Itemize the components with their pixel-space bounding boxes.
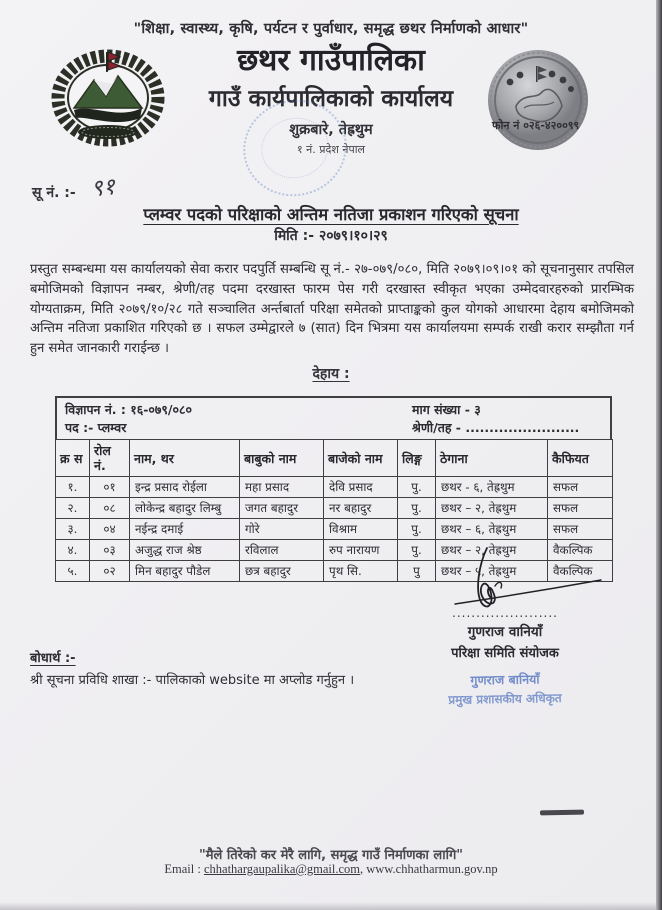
address-cell: छथर – ५, तेह्रथुम: [436, 561, 548, 582]
serial-cell: ४.: [56, 540, 90, 561]
demand-count: माग संख्या - ३: [412, 402, 481, 417]
roll-cell: ०३: [90, 540, 130, 561]
column-header: रोल नं.: [90, 440, 130, 477]
father-name-cell: रविलाल: [240, 540, 324, 561]
cc-label: बोधार्थ :-: [30, 651, 76, 666]
table-header-row: [56, 440, 613, 477]
grandfather-name-cell: विश्राम: [324, 519, 398, 540]
cc-line: श्री सूचना प्रविधि शाखा :- पालिकाको website मा अप्लोड गर्नुहुन ।: [30, 673, 355, 688]
remarks-cell: सफल: [548, 477, 613, 498]
cc-section: [30, 648, 450, 688]
email-label: Email :: [164, 862, 204, 876]
name-cell: अजुद्ध राज श्रेष्ठ: [130, 540, 240, 561]
signature-scribble-icon: [435, 546, 605, 616]
roll-cell: ०८: [90, 498, 130, 519]
address-cell: छथर – २, तेह्रथुम: [436, 498, 548, 519]
signatory-role: परिक्षा समिति संयोजक: [451, 646, 559, 661]
table-row: [56, 498, 613, 519]
reference-label: सू नं. :-: [32, 185, 76, 201]
email-address: chhathargaupalika@gmail.com: [203, 862, 360, 876]
scan-edge-artifact: [656, 0, 662, 910]
level-line: श्रेणी/तह - ........................: [412, 420, 580, 436]
father-name-cell: छत्र बहादुर: [240, 561, 324, 582]
serial-cell: ३.: [56, 519, 90, 540]
grandfather-name-cell: रुप नारायण: [324, 540, 398, 561]
name-cell: मिन बहादुर पौडेल: [130, 561, 240, 582]
grandfather-name-cell: नर बहादुर: [324, 498, 398, 519]
column-header: बाबुको नाम: [240, 440, 324, 477]
office-location: शुक्रबारे, तेह्रथुम: [289, 122, 373, 138]
gender-cell: पु.: [398, 498, 436, 519]
remarks-cell: वैकल्पिक: [548, 540, 613, 561]
roll-cell: ०४: [90, 519, 130, 540]
serial-cell: १.: [56, 477, 90, 498]
dehaya-heading: देहाय :: [312, 366, 350, 382]
advertisement-number: विज्ञापन नं. : १६-०७९/०८०: [65, 402, 192, 417]
blue-stamp-role: प्रमुख प्रशासकीय अधिकृत: [448, 691, 562, 707]
address-cell: छथर – २, तेह्रथुम: [436, 540, 548, 561]
scan-ink-smudge: [540, 810, 584, 816]
blue-stamp-name: गुणराज बानियाँ: [470, 671, 540, 688]
office-name: गाउँ कार्यपालिकाको कार्यालय: [208, 86, 454, 112]
column-header: नाम, थर: [130, 440, 240, 477]
gender-cell: पु: [398, 561, 436, 582]
address-cell: छथर - ६, तेह्रथुम: [436, 477, 548, 498]
notice-date: मिति :- २०७९।१०।२९: [274, 228, 388, 244]
notice-title: प्लम्वर पदको परिक्षाको अन्तिम नतिजा प्रकाशन गरिएको सूचना: [143, 205, 519, 224]
name-cell: लोकेन्द्र बहादुर लिम्बु: [130, 498, 240, 519]
remarks-cell: वैकल्पिक: [548, 561, 613, 582]
gender-cell: पु.: [398, 477, 436, 498]
signature-dotted-line: ......................: [452, 606, 558, 620]
column-header: कैफियत: [548, 440, 613, 477]
serial-cell: ५.: [56, 561, 90, 582]
serial-cell: २.: [56, 498, 90, 519]
province-line: १ नं. प्रदेश नेपाल: [296, 143, 366, 156]
name-cell: नईन्द्र दमाई: [130, 519, 240, 540]
remarks-cell: सफल: [548, 519, 613, 540]
notice-body-paragraph: प्रस्तुत सम्बन्धमा यस कार्यालयको सेवा करार पदपुर्ति सम्बन्धि सू नं.- २७-०७९/०८०, मिति २०७९।०९।०१ को सूचनानुसार तपसिल बमोजिमको विज्ञापन नम्बर, श्रेणी/तह पदमा दरखास्त फारम पेस गरी दरखास्त स्वीकृत भएका उम्मेदवारहरुको प्रारम्भिक योग्यताक्रम, मिति २०७९/१०/२८ गते सञ्चालित अर्न्तबार्ता परिक्षा समेतको प्राप्ताङ्कको कुल योगको आधारमा देहाय बमोजिमको अन्तिम नतिजा प्रकाशित गरिएको छ । सफल उम्मेद्वारले ७ (सात) दिन भित्रमा यस कार्यालयमा सम्पर्क राखी करार सम्झौता गर्न हुन समेत जानकारी गराईन्छ ।: [30, 262, 634, 357]
column-header: क्र स: [56, 440, 90, 477]
grandfather-name-cell: पृथ सि.: [324, 561, 398, 582]
website-url: www.chhatharmun.gov.np: [366, 862, 498, 876]
address-cell: छथर – ६, तेह्रथुम: [436, 519, 548, 540]
roll-cell: ०१: [90, 477, 130, 498]
column-header: बाजेको नाम: [324, 440, 398, 477]
office-round-seal-icon: [486, 48, 590, 152]
reference-number-handwritten: ९१: [89, 173, 116, 203]
reference-number-line: [32, 172, 115, 204]
phone-number: फोन नं ०२६-४२००९९: [492, 119, 580, 132]
father-name-cell: गोरे: [240, 519, 324, 540]
table-info-band: [55, 396, 612, 439]
name-cell: इन्द्र प्रसाद रोईला: [130, 477, 240, 498]
footer-slogan: "मैले तिरेको कर मेरै लागि, समृद्ध गाउँ निर्माणका लागि": [198, 848, 464, 863]
footer-contact-line: [0, 862, 662, 877]
header-slogan: "शिक्षा, स्वास्थ्य, कृषि, पर्यटन र पुर्वाधार, समृद्ध छथर निर्माणको आधार": [133, 21, 529, 37]
grandfather-name-cell: देवि प्रसाद: [324, 477, 398, 498]
gender-cell: पु.: [398, 519, 436, 540]
remarks-cell: सफल: [548, 498, 613, 519]
gender-cell: पु.: [398, 540, 436, 561]
scan-shadow-artifact: [0, 902, 662, 910]
father-name-cell: जगत बहादुर: [240, 498, 324, 519]
table-row: [56, 519, 613, 540]
post-name: पद :- प्लम्वर: [65, 420, 127, 436]
contact-separator: ,: [360, 862, 367, 876]
column-header: ठेगाना: [436, 440, 548, 477]
column-header: लिङ्ग: [398, 440, 436, 477]
municipality-name: छथर गाउँपालिका: [237, 43, 425, 78]
table-row: [56, 477, 613, 498]
father-name-cell: महा प्रसाद: [240, 477, 324, 498]
roll-cell: ०२: [90, 561, 130, 582]
signatory-name: गुणराज वानियाँ: [467, 624, 543, 640]
